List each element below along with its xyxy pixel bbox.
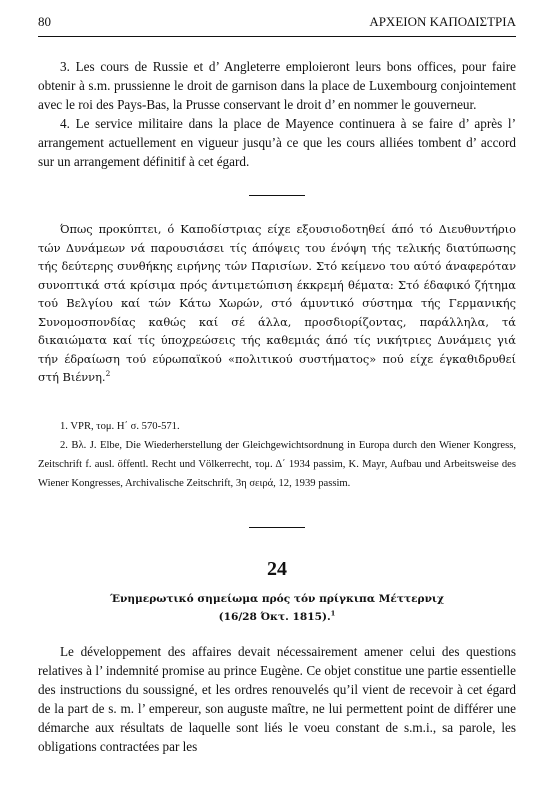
footnotes (38, 417, 516, 493)
french-paragraph-4: 4. Le service militaire dans la place de Mayence continuera à se faire d’ après l’ arrangement actuellement en vigueur jusqu’à ce que les cours alliées tombent d’ accord sur un arrangement définitif à cet égard. (38, 116, 516, 169)
document-date: (16/28 Όκτ. 1815). (218, 610, 331, 623)
page-number: 80 (38, 14, 51, 29)
footnote-1: 1. VPR, τομ. Η΄ σ. 570-571. (60, 420, 180, 432)
page-header (38, 14, 516, 34)
document-divider (249, 527, 305, 528)
footnote-2: 2. Βλ. J. Elbe, Die Wiederherstellung der Gleichgewichtsordnung in Europa durch den Wiener Kongress, Zeitschrift f. ausl. öffentl. Recht und Völkerrecht, τομ. Δ΄ 1934 passim, K. Mayr, Aufbau und Arbeitsweise des Wiener Kongresses, Archivalische Zeitschrift, 3η σειρά, 12, 1939 passim. (38, 439, 516, 489)
greek-commentary (38, 220, 516, 387)
header-rule (38, 36, 516, 37)
greek-commentary-text: Όπως προκύπτει, ό Καποδίστριας είχε εξουσιοδοτηθεί άπό τό Διευθυντήριο τών Δυνάμεων νά παρουσιάσει τίς άπόψεις του ένόψη τής τελικής διατύπωσης τής δεύτερης συνθήκης ειρήνης τών Παρισίων. Στό κείμενο του αύτό άναφερόταν συνοπτικά στά κρίσιμα πρός άντιμετώπιση έκκρεμή θέματα: Στό έδαφικό ζήτημα τού Βελγίου καί τών Κάτω Χωρών, στό άμυντικό σύστημα τής Γερμανικής Συνομοσπονδίας καθώς καί σέ άλλα, προσδιορίζοντας, παράλληλα, τά δικαιώματα καί τίς ύποχρεώσεις τής καθεμιάς άπό τίς νικήτριες Δυνάμεις γιά τήν έδραίωση τού εύρωπαϊκού «πολιτικού συστήματος» πού είχε έγκαθιδρυθεί στή Βιέννη. (38, 222, 516, 384)
document-title: Ένημερωτικό σημείωμα πρός τόν πρίγκιπα Μέττερνιχ (109, 592, 445, 605)
section-divider (249, 195, 305, 196)
french-paragraph-3: 3. Les cours de Russie et d’ Angleterre emploieront leurs bons offices, pour faire obtenir à s.m. prussienne le droit de garnison dans la place de Luxembourg conjointement avec le roi des Pays-Bas, la Prusse conservant le droit d’ en nommer le gouverneur. (38, 59, 516, 112)
document-number: 24 (267, 557, 287, 580)
document-page (38, 14, 516, 756)
running-title: ΑΡΧΕΙΟΝ ΚΑΠΟΔΙΣΤΡΙΑ (369, 14, 516, 29)
document-heading (38, 590, 516, 626)
footnote-ref-1: 1 (330, 608, 336, 617)
document-body: Le développement des affaires devait nécessairement amener celui des questions relatives à l’ indemnité promise au prince Eugène. Ce objet constitue une partie essentielle des instructions du soussigné, et les ordres renouvelés qu’il vient de recevoir à cet égard de la part de s. m. l’ empereur, son auguste maître, ne lui permettent point de différer une démarche aux résultats de laquelle sont liés le voeu constant de s.m.i., sa parole, les obligations contractées par les (38, 643, 516, 754)
footnote-ref-2: 2 (105, 369, 111, 379)
